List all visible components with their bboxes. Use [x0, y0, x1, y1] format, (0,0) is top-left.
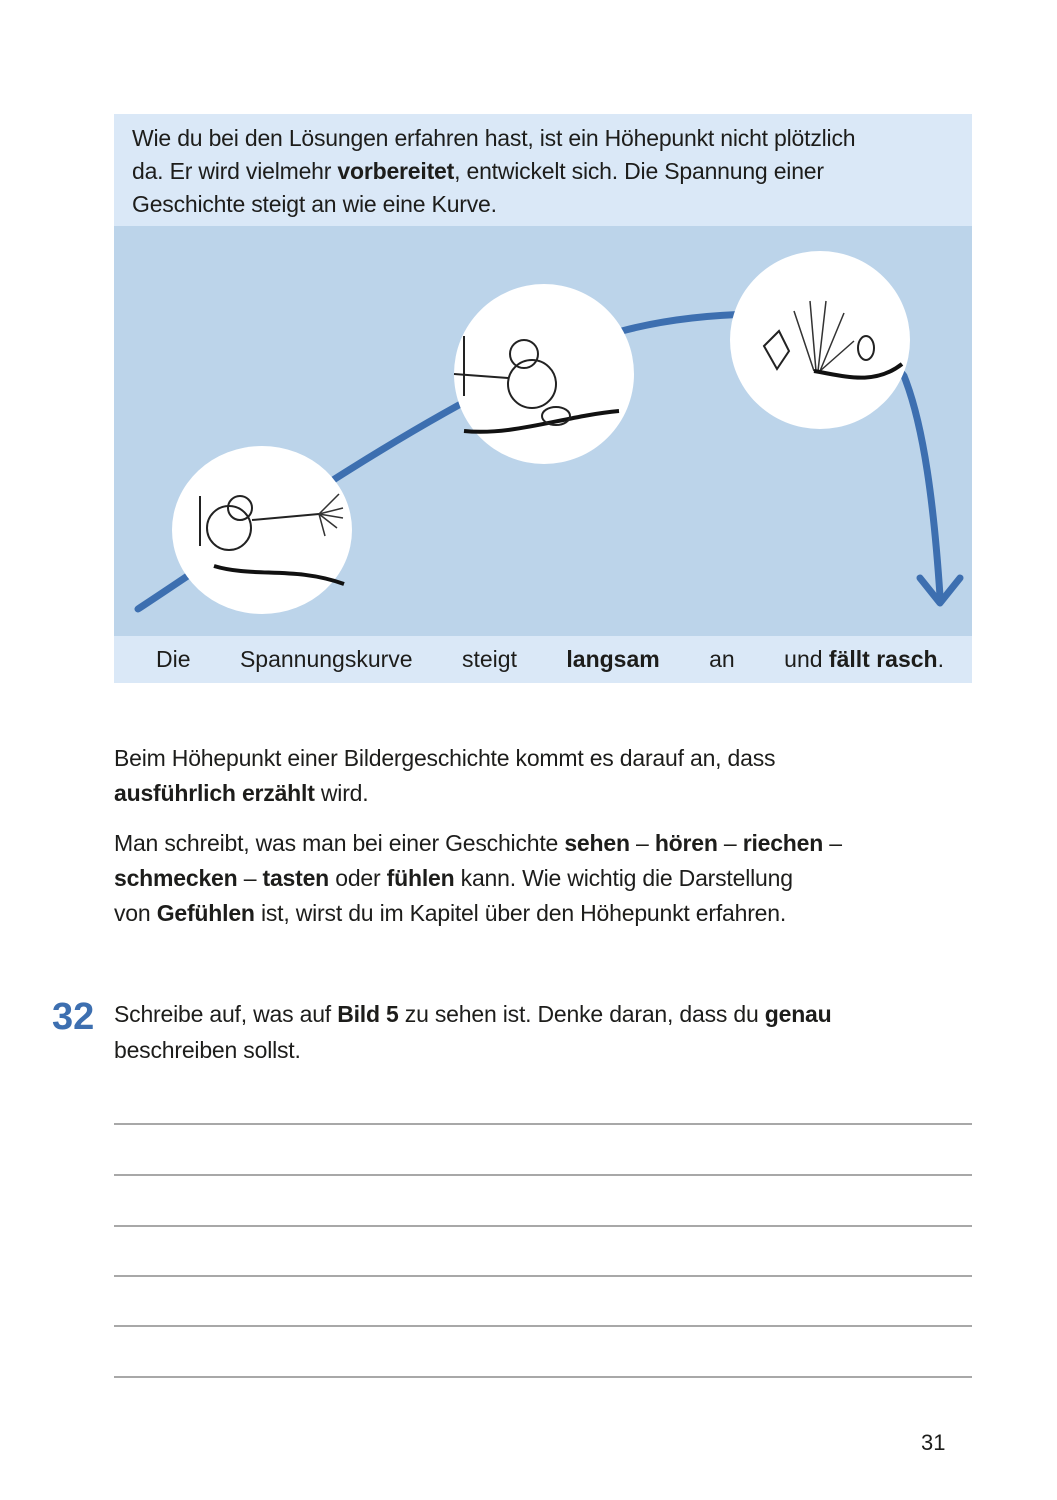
bold-text: riechen [742, 830, 824, 856]
text: kann. Wie wichtig die Darstellung [454, 865, 793, 891]
bold-text: sehen [564, 830, 630, 856]
caption-word: an [709, 646, 735, 672]
answer-line[interactable] [114, 1325, 972, 1327]
answer-line[interactable] [114, 1123, 972, 1125]
answer-line[interactable] [114, 1225, 972, 1227]
bold-text: Gefühlen [156, 900, 255, 926]
paragraph-2-line-2 [114, 861, 934, 896]
bold-text: genau [764, 1001, 832, 1027]
paragraph-2 [114, 826, 934, 931]
curve-caption [114, 636, 972, 683]
intro-line-2-rest: , entwickelt sich. Die Spannung einer [454, 158, 824, 184]
text: oder [329, 865, 387, 891]
text: – [237, 865, 263, 891]
caption-word: Spannungskurve [239, 646, 413, 672]
comic-picture-3-icon [730, 251, 910, 429]
answer-line[interactable] [114, 1376, 972, 1378]
task-number: 32 [52, 996, 95, 1038]
tension-curve-arrow-icon [114, 226, 972, 636]
task-instruction [114, 996, 944, 1068]
text: wird. [314, 780, 369, 806]
paragraph-2-line-3 [114, 896, 934, 931]
info-box [114, 114, 972, 683]
caption-word: und [784, 646, 829, 672]
caption-word-bold: fällt rasch [828, 646, 938, 672]
bold-text: schmecken [114, 865, 238, 891]
caption-word: steigt [461, 646, 517, 672]
intro-line-2-text: da. Er wird vielmehr [132, 158, 338, 184]
comic-picture-2-icon [454, 284, 634, 464]
comic-picture-1-icon [172, 446, 352, 614]
caption-word-bold: langsam [566, 646, 660, 672]
intro-line-2 [132, 155, 954, 188]
answer-line[interactable] [114, 1174, 972, 1176]
caption-period: . [937, 646, 944, 672]
text: – [717, 830, 743, 856]
paragraph-1-line-1: Beim Höhepunkt einer Bildergeschichte kommt es darauf an, dass [114, 745, 776, 771]
bold-text: fühlen [386, 865, 455, 891]
paragraph-2-line-1 [114, 826, 934, 861]
task-line-1 [114, 996, 944, 1032]
page-number: 31 [921, 1430, 946, 1455]
paragraph-1 [114, 741, 934, 811]
bold-text: Bild 5 [337, 1001, 399, 1027]
bold-text: ausführlich erzählt [114, 780, 315, 806]
answer-line[interactable] [114, 1275, 972, 1277]
bold-text: hören [654, 830, 718, 856]
bold-vorbereitet: vorbereitet [337, 158, 455, 184]
text: ist, wirst du im Kapitel über den Höhepunkt erfahren. [254, 900, 787, 926]
tension-curve-illustration [114, 226, 972, 636]
intro-text [114, 114, 972, 226]
text: – [823, 830, 842, 856]
bold-text: tasten [262, 865, 330, 891]
text: zu sehen ist. Denke daran, dass du [398, 1001, 765, 1027]
text: Man schreibt, was man bei einer Geschichte [114, 830, 565, 856]
intro-line-1: Wie du bei den Lösungen erfahren hast, ist ein Höhepunkt nicht plötzlich [132, 125, 856, 151]
text: – [629, 830, 655, 856]
text: Schreibe auf, was auf [114, 1001, 338, 1027]
text: von [114, 900, 157, 926]
intro-line-3: Geschichte steigt an wie eine Kurve. [132, 191, 497, 217]
paragraph-1-line-2 [114, 776, 934, 811]
task-line-2: beschreiben sollst. [114, 1037, 301, 1063]
caption-word-group [784, 646, 944, 673]
caption-word: Die [156, 646, 191, 672]
